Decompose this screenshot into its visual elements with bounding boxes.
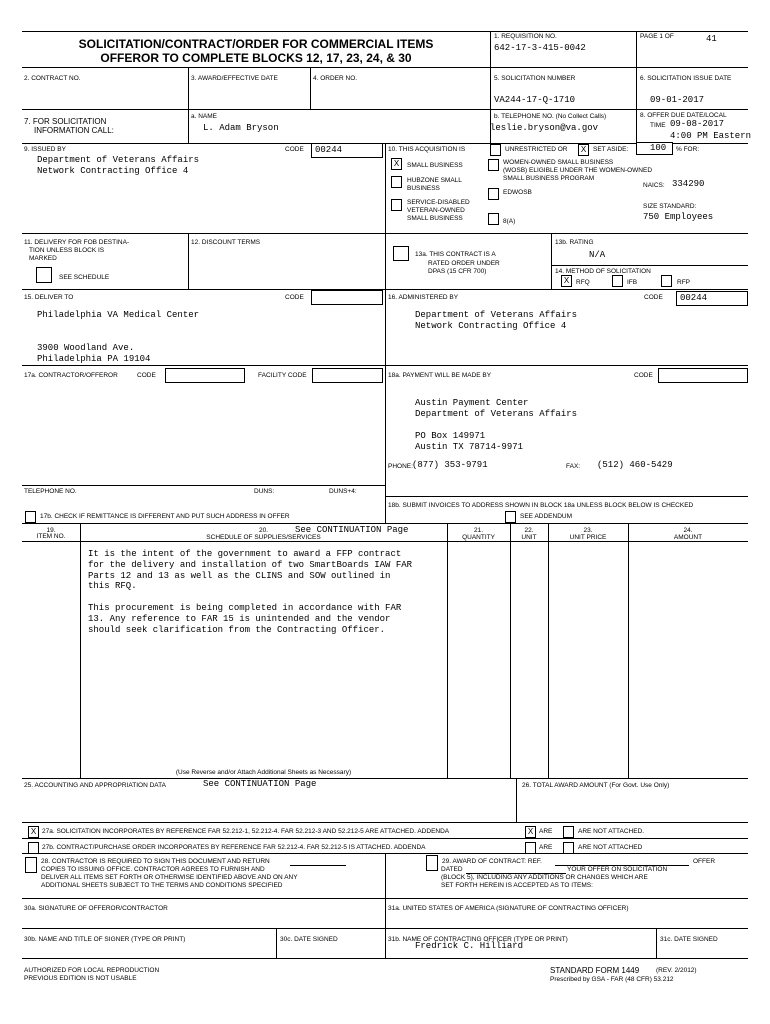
schedule-para1: It is the intent of the government to award a FFP contract for the delivery and installation of two SmartBoards IAW FAR Parts 12 and 13 as well as the CLINS and SOW outlined in this RFQ. [88,549,413,592]
rfp-checkbox[interactable] [661,275,672,287]
method-label: 14. METHOD OF SOLICITATION [555,268,651,275]
deliver-line2: 3900 Woodland Ave. [37,343,135,353]
set-aside-pct: 100 [650,143,667,153]
edwosb-checkbox[interactable] [488,188,499,200]
duns-label: DUNS: [254,488,275,495]
edwosb-label: EDWOSB [503,189,532,196]
col23-header: UNIT PRICE [569,534,607,541]
sdvosb-checkbox[interactable] [391,199,402,211]
signer-name-label: 30b. NAME AND TITLE OF SIGNER (TYPE OR PRINT) [24,936,186,943]
hubzone-checkbox[interactable] [391,176,402,188]
naics-value[interactable]: 334290 [672,179,705,189]
due-time-label: TIME [650,122,666,129]
29-line3: (BLOCK 5), INCLUDING ANY ADDITIONS OR CHANGES WHICH ARE [441,874,648,881]
col19-header: ITEM NO. [36,533,66,540]
telephone-no-label: TELEPHONE NO. [24,488,77,495]
27a-label: 27a. SOLICITATION INCORPORATES BY REFERENCE FAR 52.212-1, 52.212-4. FAR 52.212-3 AND 52.212-5 ARE ATTACHED. ADDENDA [42,828,450,835]
remittance-checkbox[interactable] [25,511,36,523]
wosb-label-1: WOMEN-OWNED SMALL BUSINESS [503,159,614,166]
ifb-checkbox[interactable] [612,275,623,287]
28-line3: DELIVER ALL ITEMS SET FORTH OR OTHERWISE IDENTIFIED ABOVE AND ON ANY [41,874,298,881]
size-standard-value[interactable]: 750 Employees [643,212,714,222]
acquisition-label: 10. THIS ACQUISITION IS [388,146,466,153]
issued-code-label: CODE [285,146,304,153]
payment-label: 18a. PAYMENT WILL BE MADE BY [388,372,492,379]
due-date-value[interactable]: 09-08-2017 [670,119,725,129]
admin-line1: Department of Veterans Affairs [415,310,578,320]
29-your-offer: YOUR OFFER ON SOLICITATION [567,866,668,873]
form-title: SOLICITATION/CONTRACT/ORDER FOR COMMERCIAL ITEMS [78,37,434,51]
name-label: a. NAME [191,113,218,120]
name-value[interactable]: L. Adam Bryson [203,123,279,133]
wosb-checkbox[interactable] [488,159,499,171]
administered-by-label: 16. ADMINISTERED BY [388,294,459,301]
sdvosb-label-3: SMALL BUSINESS [407,215,463,222]
telephone-label: b. TELEPHONE NO. (No Collect Calls) [494,113,607,120]
page-total: 41 [706,34,717,44]
remittance-label: 17b. CHECK IF REMITTANCE IS DIFFERENT AND PUT SUCH ADDRESS IN OFFER [40,513,290,520]
rfq-checkbox[interactable]: X [561,275,572,287]
pay-phone-value: (877) 353-9791 [412,460,488,470]
sdvosb-label-2: VETERAN-OWNED [407,207,465,214]
info-call-label-2: INFORMATION CALL: [34,126,114,135]
27b-label: 27b. CONTRACT/PURCHASE ORDER INCORPORATES BY REFERENCE FAR 52.212-4. FAR 52.212-5 IS ATTACHED. ADDENDA [42,844,426,851]
rated-order-checkbox[interactable] [393,246,409,261]
fob-label-3: MARKED [29,255,57,262]
naics-label: NAICS: [643,182,665,189]
pay-phone-label: PHONE: [388,463,413,470]
issued-by-line1: Department of Veterans Affairs [37,155,200,165]
8a-label: 8(A) [503,218,516,225]
8a-checkbox[interactable] [488,213,499,225]
hubzone-label-1: HUBZONE SMALL [407,177,462,184]
admin-code-box[interactable] [676,291,748,306]
col20-value: See CONTINUATION Page [295,525,409,535]
rated-label-3: DPAS (15 CFR 700) [428,268,487,275]
col19-num: 19. [46,527,56,534]
27b-checkbox[interactable] [28,842,39,854]
set-aside-checkbox[interactable]: X [578,144,589,156]
rfq-label: RFQ [576,279,590,286]
29-line4: SET FORTH HEREIN IS ACCEPTED AS TO ITEMS: [441,882,593,889]
27b-are-not-label: ARE NOT ATTACHED [578,844,643,851]
29-dated: DATED [441,866,463,873]
pay-fax-label: FAX: [566,463,581,470]
issued-by-line2: Network Contracting Office 4 [37,166,189,176]
order-no-label: 4. ORDER NO. [313,75,358,82]
requisition-label: 1. REQUISITION NO. [494,33,557,40]
deliver-code-label: CODE [285,294,304,301]
unrestricted-checkbox[interactable] [490,144,501,156]
discount-terms-label: 12. DISCOUNT TERMS [191,239,261,246]
date-signed-31c-label: 31c. DATE SIGNED [660,936,718,943]
footer-auth1: AUTHORIZED FOR LOCAL REPRODUCTION [24,967,160,974]
see-addendum-checkbox[interactable] [505,511,516,523]
telephone-value[interactable]: leslie.bryson@va.gov [490,123,599,133]
deliver-line3: Philadelphia PA 19104 [37,354,151,364]
facility-code-label: FACILITY CODE [258,372,307,379]
rating-label: 13b. RATING [555,239,594,246]
sdvosb-label-1: SERVICE-DISABLED [407,199,470,206]
co-name-value[interactable]: Fredrick C. Hilliard [415,941,524,951]
see-schedule-label: SEE SCHEDULE [59,274,110,281]
solicitation-no-value[interactable]: VA244-17-Q-1710 [494,95,576,105]
footer-auth2: PREVIOUS EDITION IS NOT USABLE [24,975,137,982]
issued-code-value: 00244 [315,145,343,155]
pay-fax-value: (512) 460-5429 [597,460,673,470]
28-line2: COPIES TO ISSUING OFFICE. CONTRACTOR AGREES TO FURNISH AND [41,866,265,873]
footer-form: STANDARD FORM 1449 [550,966,640,975]
submit-invoices-label: 18b. SUBMIT INVOICES TO ADDRESS SHOWN IN BLOCK 18a UNLESS BLOCK BELOW IS CHECKED [388,502,694,509]
wosb-label-2: (WOSB) ELIGIBLE UNDER THE WOMEN-OWNED [503,167,653,174]
pay-line2: Department of Veterans Affairs [415,409,578,419]
27a-are-not-label: ARE NOT ATTACHED. [578,828,645,835]
deliver-to-label: 15. DELIVER TO [24,294,74,301]
page-label: PAGE 1 OF [640,33,674,40]
27b-are-checkbox[interactable] [525,842,536,854]
27a-checkbox[interactable]: X [28,826,39,838]
accounting-label: 25. ACCOUNTING AND APPROPRIATION DATA [24,782,166,789]
27b-are-not-checkbox[interactable] [563,842,574,854]
see-addendum-label: SEE ADDENDUM [520,513,573,520]
contractor-code-box[interactable] [165,368,245,383]
wosb-label-3: SMALL BUSINESS PROGRAM [503,175,595,182]
28-line4: ADDITIONAL SHEETS SUBJECT TO THE TERMS AND CONDITIONS SPECIFIED [41,882,283,889]
29-line1: 29. AWARD OF CONTRACT: REF. [442,858,542,865]
rfp-label: RFP [677,279,690,286]
col22-num: 22. [524,527,534,534]
total-award-label: 26. TOTAL AWARD AMOUNT (For Govt. Use Only) [522,782,670,789]
set-aside-label: SET ASIDE: [593,146,629,153]
28-line1: 28. CONTRACTOR IS REQUIRED TO SIGN THIS DOCUMENT AND RETURN [41,858,270,865]
small-business-checkbox[interactable]: X [391,158,402,170]
sig-offeror-label: 30a. SIGNATURE OF OFFEROR/CONTRACTOR [24,905,168,912]
col24-num: 24. [683,527,693,534]
deliver-code-box[interactable] [311,290,383,305]
pay-line1: Austin Payment Center [415,398,529,408]
pay-line3: PO Box 149971 [415,431,486,441]
see-schedule-checkbox[interactable] [36,267,52,283]
rated-label-2: RATED ORDER UNDER [428,260,500,267]
accounting-value: See CONTINUATION Page [203,779,317,789]
29-checkbox[interactable] [426,855,438,871]
col21-num: 21. [473,527,484,534]
award-date-label: 3. AWARD/EFFECTIVE DATE [191,75,278,82]
27a-are-label: ARE [539,828,553,835]
27b-are-label: ARE [539,844,553,851]
payment-code-box[interactable] [658,368,748,383]
hubzone-label-2: BUSINESS [407,185,440,192]
issued-by-label: 9. ISSUED BY [24,146,66,153]
issue-date-value[interactable]: 09-01-2017 [650,95,705,105]
date-signed-30c-label: 30c. DATE SIGNED [280,936,338,943]
schedule-para2: This procurement is being completed in accordance with FAR 13. Any reference to FAR 15 is unintended and the vendor should seek clarification from the Contracting Officer. [88,603,402,635]
contractor-code-label: CODE [137,372,156,379]
col20-num: 20. [259,527,269,534]
small-business-label: SMALL BUSINESS [407,162,463,169]
sig-usa-label: 31a. UNITED STATES OF AMERICA (SIGNATURE OF CONTRACTING OFFICER) [388,905,629,912]
contract-no-label: 2. CONTRACT NO. [24,75,81,82]
for-label: % FOR: [676,146,700,153]
footer-rev: (REV. 2/2012) [656,967,697,974]
set-aside-pct-box[interactable] [636,142,673,155]
facility-code-box[interactable] [312,368,383,383]
solicitation-no-label: 5. SOLICITATION NUMBER [494,75,576,82]
fob-label-1: 11. DELIVERY FOR FOB DESTINA- [24,239,130,246]
requisition-value[interactable]: 642-17-3-415-0042 [494,43,586,53]
duns4-label: DUNS+4: [329,488,357,495]
issued-code-box[interactable] [311,143,383,158]
co-name-label: 31b. NAME OF CONTRACTING OFFICER (TYPE OR PRINT) [388,936,568,943]
reverse-note: (Use Reverse and/or Attach Additional Sheets as Necessary) [175,769,352,776]
footer-prescribed: Prescribed by GSA - FAR (48 CFR) 53.212 [550,976,674,983]
issue-date-label: 6. SOLICITATION ISSUE DATE [640,75,732,82]
deliver-line1: Philadelphia VA Medical Center [37,310,200,320]
form-subtitle: OFFEROR TO COMPLETE BLOCKS 12, 17, 23, 24, & 30 [100,51,412,65]
col22-header: UNIT [521,534,537,541]
col21-header: QUANTITY [462,534,495,541]
col23-num: 23. [583,527,593,534]
rating-value[interactable]: N/A [589,250,606,260]
due-time-value[interactable]: 4:00 PM Eastern [670,131,752,141]
size-standard-label: SIZE STANDARD: [643,203,697,210]
28-checkbox[interactable] [25,857,37,873]
admin-code-label: CODE [644,294,663,301]
29-offer: OFFER [693,858,716,865]
admin-code-value: 00244 [680,293,708,303]
27a-are-not-checkbox[interactable] [563,826,574,838]
fob-label-2: TION UNLESS BLOCK IS [29,247,105,254]
ifb-label: IFB [627,279,638,286]
due-label: 8. OFFER DUE DATE/LOCAL [640,112,727,119]
info-call-label-1: 7. FOR SOLICITATION [24,117,107,126]
col24-header: AMOUNT [673,534,703,541]
pay-line4: Austin TX 78714-9971 [415,442,524,452]
contractor-label: 17a. CONTRACTOR/OFFEROR [24,372,118,379]
col20-header: SCHEDULE OF SUPPLIES/SERVICES [206,534,321,541]
27a-are-checkbox[interactable]: X [525,826,536,838]
rated-label-1: 13a. THIS CONTRACT IS A [415,251,496,258]
payment-code-label: CODE [634,372,653,379]
unrestricted-label: UNRESTRICTED OR [505,146,568,153]
admin-line2: Network Contracting Office 4 [415,321,567,331]
